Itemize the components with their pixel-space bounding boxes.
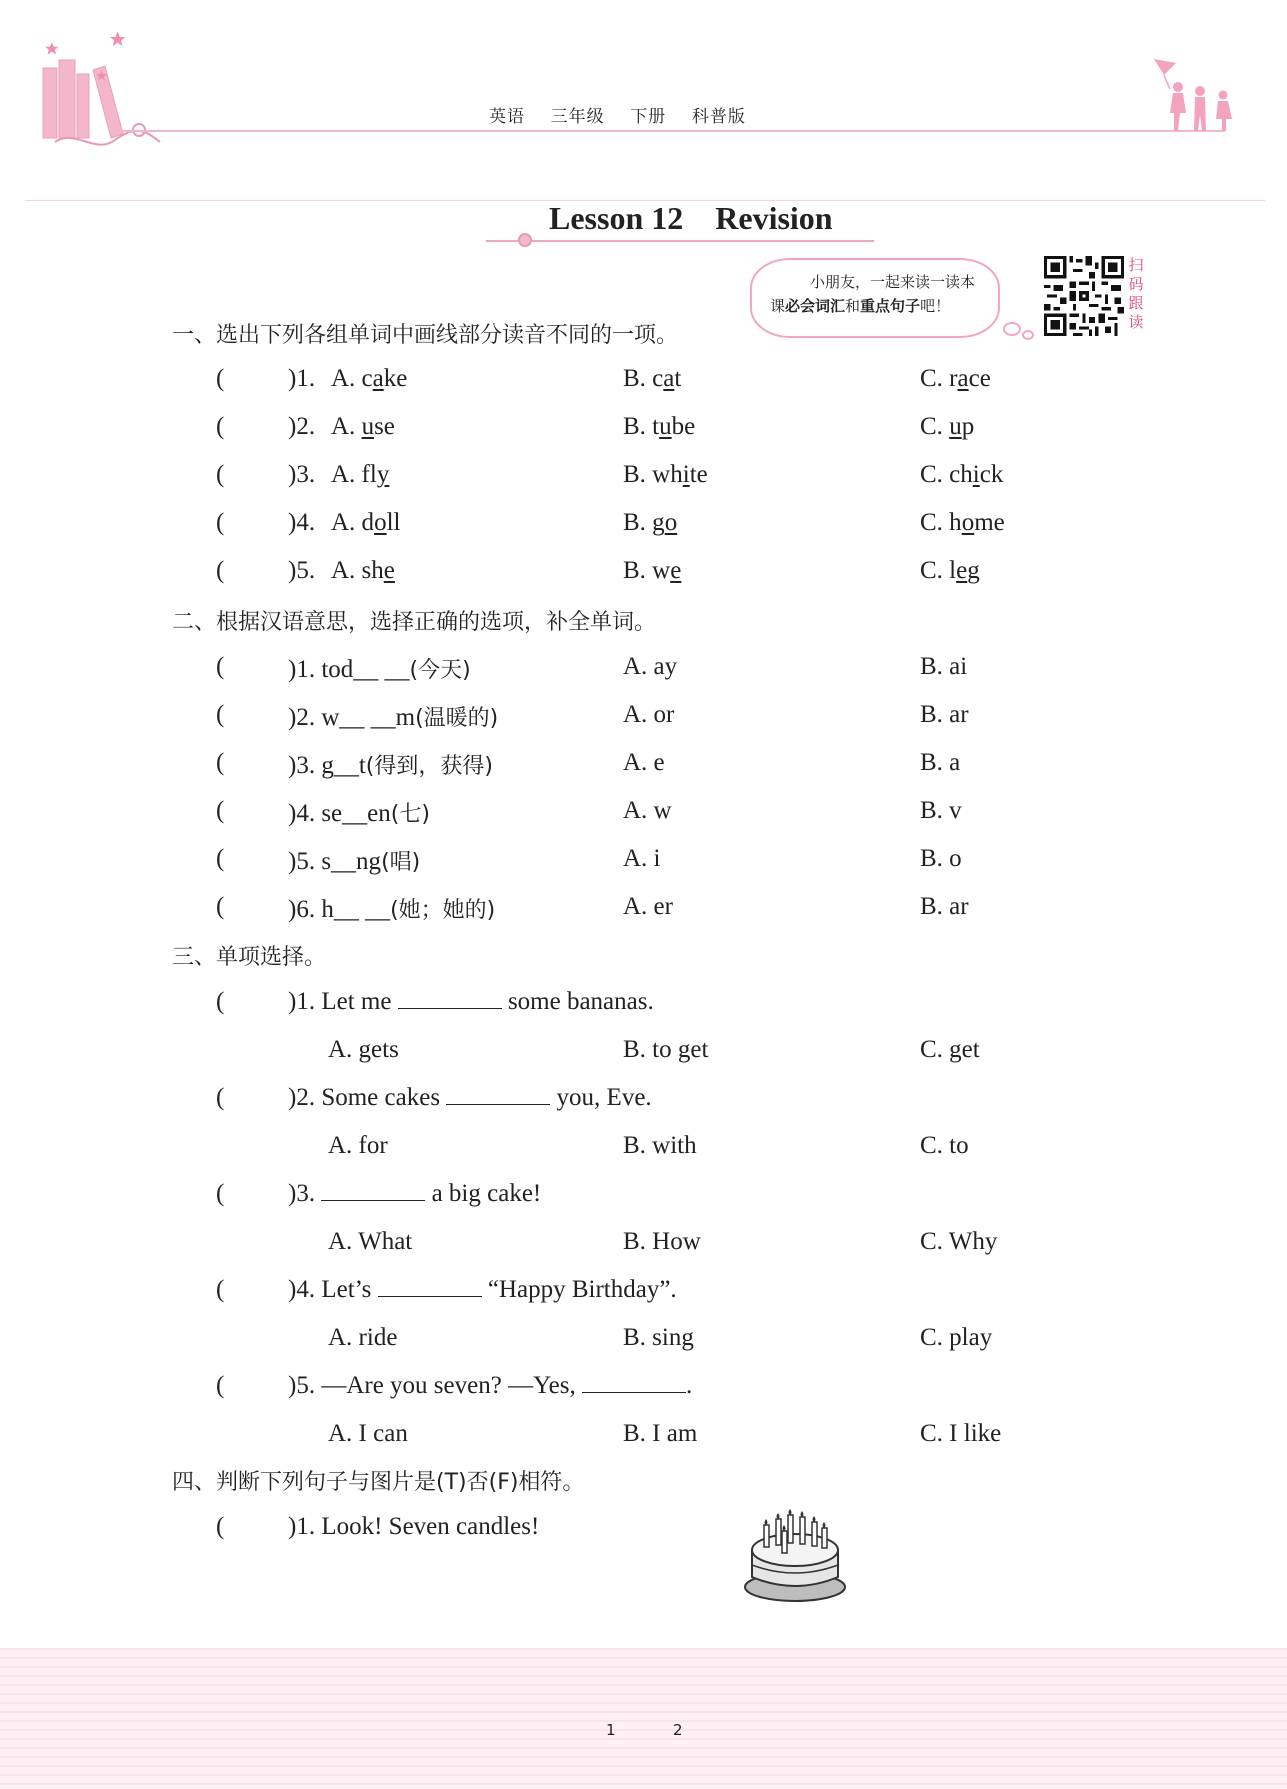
answer-blank[interactable]	[232, 1084, 282, 1114]
answer-paren: (	[216, 797, 225, 824]
incomplete-word: s__ng	[321, 848, 382, 875]
answer-paren: (	[216, 845, 225, 872]
answer-blank[interactable]	[232, 1372, 282, 1402]
title-dot	[518, 233, 532, 247]
part1-question-number: )4.	[288, 509, 316, 536]
part1-option-b[interactable]: B. cat	[623, 365, 682, 392]
answer-blank[interactable]	[232, 701, 282, 731]
part1-option-c[interactable]: C. leg	[920, 557, 980, 584]
part3-question: )4. Let’s “Happy Birthday”.	[288, 1276, 677, 1303]
part2-option-a[interactable]: A. e	[623, 749, 665, 776]
part1-option-b[interactable]: B. we	[623, 557, 682, 584]
part2-option-b[interactable]: B. o	[920, 845, 962, 872]
qr-code-icon[interactable]	[1044, 256, 1124, 336]
part1-option-b[interactable]: B. go	[623, 509, 678, 536]
part2-option-a[interactable]: A. er	[623, 893, 673, 920]
answer-blank[interactable]	[232, 1276, 282, 1306]
corner-books-decoration	[35, 30, 165, 155]
answer-paren: (	[216, 1084, 225, 1111]
answer-blank[interactable]	[232, 1180, 282, 1210]
part1-option-c[interactable]: C. chick	[920, 461, 1004, 488]
part3-option-b[interactable]: B. sing	[623, 1324, 694, 1351]
header-book-info	[489, 102, 746, 127]
part2-option-b[interactable]: B. ar	[920, 893, 969, 920]
underlined-letters: i	[682, 461, 690, 488]
part2-option-b[interactable]: B. ar	[920, 701, 969, 728]
answer-paren: (	[216, 365, 225, 392]
answer-paren: (	[216, 1276, 225, 1303]
part1-question-number: )1.	[288, 365, 316, 392]
incomplete-word: h__ __	[321, 896, 391, 923]
underlined-letters: o	[961, 509, 975, 536]
part3-option-c[interactable]: C. I like	[920, 1420, 1002, 1447]
fill-blank-line	[378, 1295, 482, 1297]
part1-option-a[interactable]: A. fly	[331, 461, 390, 488]
part3-option-a[interactable]: A. gets	[328, 1036, 399, 1063]
part2-option-a[interactable]: A. w	[623, 797, 672, 824]
underlined-letters: a	[372, 365, 384, 392]
part1-question-number: )5.	[288, 557, 316, 584]
answer-blank[interactable]	[232, 557, 282, 587]
birthday-cake-picture	[740, 1495, 850, 1605]
underlined-letters: e	[670, 557, 682, 584]
part1-option-c[interactable]: C. race	[920, 365, 991, 392]
header-publisher: 科普版	[691, 107, 746, 127]
part3-option-c[interactable]: C. Why	[920, 1228, 998, 1255]
read-along-bubble	[750, 258, 1000, 338]
part3-question: )2. Some cakes you, Eve.	[288, 1084, 652, 1111]
part1-option-a[interactable]: A. use	[331, 413, 395, 440]
lesson-title	[549, 200, 833, 237]
underlined-letters: o	[664, 509, 678, 536]
part3-option-b[interactable]: B. with	[623, 1132, 697, 1159]
answer-blank[interactable]	[232, 988, 282, 1018]
answer-paren: (	[216, 461, 225, 488]
answer-paren: (	[216, 1180, 225, 1207]
footer-band	[0, 1648, 1287, 1789]
title-underline	[486, 240, 874, 242]
bubble-tail-circle-small	[1022, 330, 1034, 340]
answer-blank[interactable]	[232, 893, 282, 923]
answer-paren: (	[216, 988, 225, 1015]
part2-option-a[interactable]: A. ay	[623, 653, 678, 680]
incomplete-word: g__t	[321, 752, 366, 779]
part1-question-number: )2.	[288, 413, 316, 440]
section-1-heading: 一、选出下列各组单词中画线部分读音不同的一项。	[172, 323, 679, 348]
answer-paren: (	[216, 1513, 225, 1540]
bubble-tail-circle	[1003, 322, 1021, 336]
part2-question: )6. h__ __(她；她的)	[288, 896, 496, 923]
part1-option-b[interactable]: B. tube	[623, 413, 696, 440]
answer-blank[interactable]	[232, 749, 282, 779]
header-grade: 三年级	[550, 107, 605, 127]
underlined-letters: y	[376, 461, 390, 488]
underlined-letters: o	[374, 509, 387, 536]
answer-blank[interactable]	[232, 509, 282, 539]
part2-question: )4. se__en(七)	[288, 800, 430, 827]
part1-option-b[interactable]: B. white	[623, 461, 708, 488]
part3-option-b[interactable]: B. How	[623, 1228, 701, 1255]
underlined-letters: a	[663, 365, 675, 392]
chinese-meaning: (她；她的)	[390, 898, 496, 923]
answer-paren: (	[216, 413, 225, 440]
answer-paren: (	[216, 557, 225, 584]
page-number-left: 1	[606, 1721, 616, 1739]
part2-option-b[interactable]: B. a	[920, 749, 961, 776]
answer-blank[interactable]	[232, 1513, 282, 1543]
part2-question: )3. g__t(得到，获得)	[288, 752, 493, 779]
part1-option-a[interactable]: A. doll	[331, 509, 401, 536]
answer-blank[interactable]	[232, 365, 282, 395]
chinese-meaning: (温暖的)	[415, 706, 499, 731]
part4-question: )1. Look! Seven candles!	[288, 1513, 540, 1540]
fill-blank-line	[398, 1007, 502, 1009]
part3-question: )5. —Are you seven? —Yes, .	[288, 1372, 693, 1399]
part3-option-a[interactable]: A. What	[328, 1228, 413, 1255]
section-4-heading: 四、判断下列句子与图片是(T)否(F)相符。	[172, 1470, 585, 1495]
bubble-line-2: 课必会词汇和重点句子吧！	[770, 297, 951, 315]
part2-question: )5. s__ng(唱)	[288, 848, 421, 875]
part1-option-a[interactable]: A. she	[331, 557, 395, 584]
part2-option-b[interactable]: B. v	[920, 797, 962, 824]
incomplete-word: w__ __m	[321, 704, 416, 731]
underlined-letters: u	[659, 413, 672, 440]
answer-blank[interactable]	[232, 797, 282, 827]
answer-paren: (	[216, 893, 225, 920]
fill-blank-line	[321, 1199, 425, 1201]
answer-blank[interactable]	[232, 653, 282, 683]
part3-option-a[interactable]: A. for	[328, 1132, 388, 1159]
answer-blank[interactable]	[232, 461, 282, 491]
part2-option-b[interactable]: B. ai	[920, 653, 968, 680]
answer-paren: (	[216, 1372, 225, 1399]
answer-blank[interactable]	[232, 413, 282, 443]
incomplete-word: tod__ __	[321, 656, 410, 683]
lesson-number: Lesson 12	[549, 200, 684, 236]
answer-paren: (	[216, 509, 225, 536]
children-kite-icon	[1140, 55, 1240, 135]
header-subject: 英语	[489, 107, 525, 127]
chinese-meaning: (唱)	[381, 850, 421, 875]
answer-paren: (	[216, 701, 225, 728]
answer-paren: (	[216, 749, 225, 776]
chinese-meaning: (七)	[390, 802, 430, 827]
scan-read-label: 扫 码 跟 读	[1128, 256, 1144, 331]
part3-option-c[interactable]: C. to	[920, 1132, 969, 1159]
part2-option-a[interactable]: A. i	[623, 845, 661, 872]
part3-option-c[interactable]: C. get	[920, 1036, 980, 1063]
underlined-letters: u	[361, 413, 375, 440]
part3-option-a[interactable]: A. I can	[328, 1420, 408, 1447]
header-rule	[120, 130, 1225, 132]
section-3-heading: 三、单项选择。	[172, 945, 327, 970]
underlined-letters: i	[972, 461, 980, 488]
fill-blank-line	[582, 1391, 686, 1393]
part3-option-b[interactable]: B. I am	[623, 1420, 698, 1447]
chinese-meaning: (今天)	[409, 658, 471, 683]
answer-paren: (	[216, 653, 225, 680]
part3-option-b[interactable]: B. to get	[623, 1036, 709, 1063]
fill-blank-line	[446, 1103, 550, 1105]
underlined-letters: u	[949, 413, 962, 440]
part2-option-a[interactable]: A. or	[623, 701, 675, 728]
header-volume: 下册	[630, 107, 667, 127]
part3-question: )3. a big cake!	[288, 1180, 542, 1207]
part3-option-c[interactable]: C. play	[920, 1324, 993, 1351]
part2-question: )2. w__ __m(温暖的)	[288, 704, 499, 731]
chinese-meaning: (得到，获得)	[365, 754, 493, 779]
lesson-name: Revision	[715, 200, 833, 236]
bubble-line-1: 小朋友，一起来读一读本	[810, 273, 976, 291]
part3-question: )1. Let me some bananas.	[288, 988, 654, 1015]
part2-question: )1. tod__ __(今天)	[288, 656, 471, 683]
part1-option-c[interactable]: C. up	[920, 413, 975, 440]
part1-question-number: )3.	[288, 461, 316, 488]
section-2-heading: 二、根据汉语意思，选择正确的选项，补全单词。	[172, 610, 657, 635]
part3-option-a[interactable]: A. ride	[328, 1324, 398, 1351]
incomplete-word: se__en	[321, 800, 391, 827]
part1-option-a[interactable]: A. cake	[331, 365, 408, 392]
part1-option-c[interactable]: C. home	[920, 509, 1005, 536]
page-number-right: 2	[673, 1721, 683, 1739]
answer-blank[interactable]	[232, 845, 282, 875]
underlined-letters: e	[383, 557, 395, 584]
underlined-letters: e	[956, 557, 968, 584]
underlined-letters: a	[957, 365, 969, 392]
